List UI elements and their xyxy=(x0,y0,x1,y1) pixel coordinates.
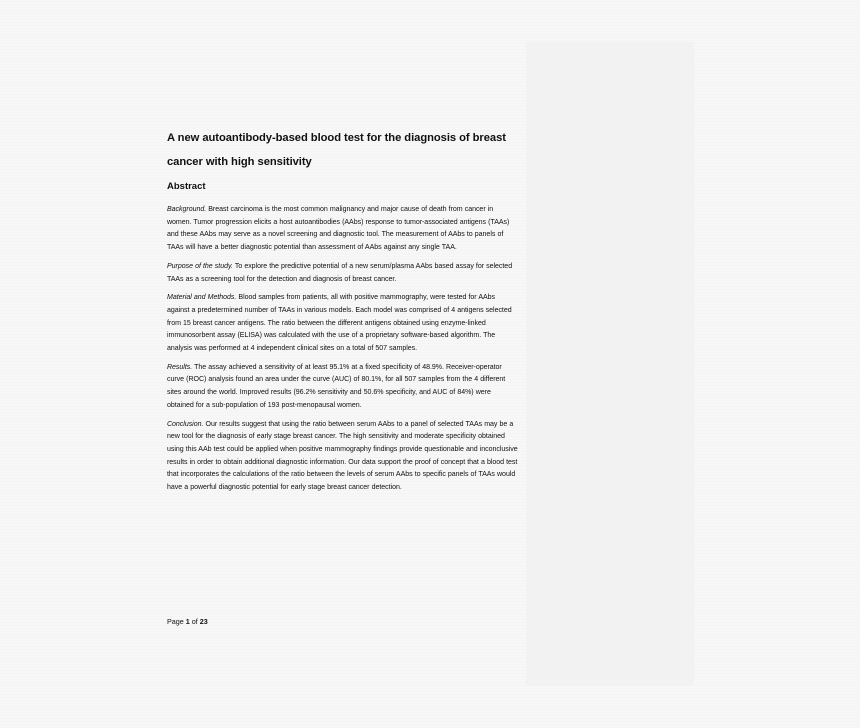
current-page: 1 xyxy=(185,617,190,626)
section-text: Our results suggest that using the ratio between serum AAbs to a panel of selected TAAs may be a new tool for the diagnosis of early stage breast cancer. The high sensitivity and moderate specificity obtained using this AAb test could be applied when positive mammography findings provide questionable and inconclusive results in order to obtain additional diagnostic information. Our data support the proof of concept that a blood test that incorporates the calculations of the ratio between the levels of serum AAbs to specific panels of TAAs would have a powerful diagnostic potential for early stage breast cancer detection. xyxy=(167,420,518,492)
section-text: Blood samples from patients, all with positive mammography, were tested for AAbs against a predetermined number of TAAs in various models. Each model was comprised of 4 antigens selected from 15 breast cancer antigens. The ratio between the different antigens obtained using enzyme-linked immunosorbent assay (ELISA) was calculated with the use of a proprietary software-based algorithm. The analysis was performed at 4 independent clinical sites on a total of 507 samples. xyxy=(167,294,512,353)
section-text: The assay achieved a sensitivity of at least 95.1% at a fixed specificity of 48.9%. Receiver-operator curve (ROC) analysis found an area under the curve (AUC) of 80.1%, for all 507 samples from the 4 different sites around the world. Improved results (96.2% sensitivity and 50.6% specificity, and AUC of 84%) were obtained for a sub-population of 193 post-menopausal women. xyxy=(167,363,506,409)
abstract-methods xyxy=(167,292,519,356)
section-label: Results. xyxy=(167,363,193,371)
abstract-purpose xyxy=(167,261,519,286)
section-text: To explore the predictive potential of a new serum/plasma AAbs based assay for selected TAAs as a screening tool for the detection and diagnosis of breast cancer. xyxy=(167,262,513,283)
paper-title-line-2: cancer with high sensitivity xyxy=(167,156,312,168)
abstract-background xyxy=(167,204,519,255)
page-number xyxy=(167,617,208,627)
abstract-heading: Abstract xyxy=(167,181,206,192)
section-label: Background. xyxy=(167,206,207,213)
section-text: Breast carcinoma is the most common malignancy and major cause of death from cancer in women. Tumor progression elicits a host autoantibodies (AAbs) response to tumor-associated antigens (TAAs) and these AAbs may serve as a novel screening and diagnostic tool. The measurement of AAbs to panels of TAAs will have a better diagnostic potential than assessment of AAbs against any single TAA. xyxy=(167,206,510,252)
total-pages: 23 xyxy=(199,617,208,626)
paper-title-line-1: A new autoantibody-based blood test for the diagnosis of breast xyxy=(167,132,506,144)
paper-title xyxy=(167,126,519,174)
paper-page xyxy=(167,126,519,501)
section-label: Purpose of the study. xyxy=(167,262,233,270)
margin-panel xyxy=(526,42,694,686)
page-prefix: Page xyxy=(167,617,186,626)
section-label: Conclusion. xyxy=(167,420,204,428)
section-label: Material and Methods. xyxy=(167,294,237,302)
abstract-results xyxy=(167,362,519,413)
page-of: of xyxy=(189,617,200,626)
abstract-conclusion xyxy=(167,419,519,495)
